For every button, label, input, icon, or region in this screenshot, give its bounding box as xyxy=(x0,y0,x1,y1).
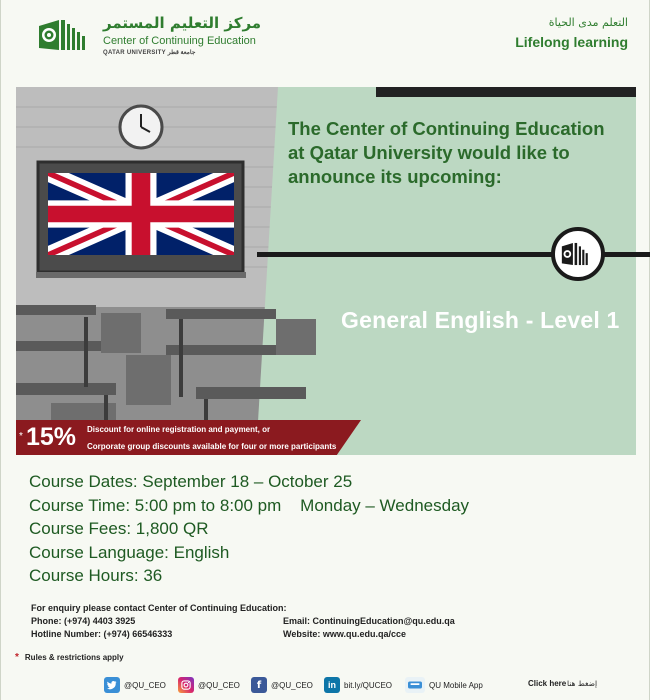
headline-line-3: announce its upcoming: xyxy=(288,166,502,187)
instagram-icon xyxy=(178,677,194,693)
click-here-link[interactable]: Click here xyxy=(528,679,567,688)
course-fees: Course Fees: 1,800 QR xyxy=(29,519,209,538)
facebook-handle: @QU_CEO xyxy=(271,680,313,690)
rules-asterisk: * xyxy=(15,652,19,663)
social-instagram[interactable] xyxy=(178,676,240,694)
instagram-handle: @QU_CEO xyxy=(198,680,240,690)
logo-arabic-name: مركز التعليم المستمر xyxy=(103,14,262,32)
cce-logo-icon xyxy=(37,18,95,52)
contact-website[interactable]: Website: www.qu.edu.qa/cce xyxy=(283,629,407,639)
cce-badge-icon xyxy=(561,240,595,268)
click-here-arabic[interactable]: إضغط هنا xyxy=(567,679,598,688)
qu-app-icon xyxy=(405,677,425,693)
headline-line-1: The Center of Continuing Education xyxy=(288,118,605,139)
discount-line-2: Corporate group discounts available for four or more participants xyxy=(87,442,337,451)
contact-hotline: Hotline Number: (+974) 66546333 xyxy=(31,629,173,639)
course-language: Course Language: English xyxy=(29,542,230,562)
course-dates: Course Dates: September 18 – October 25 xyxy=(29,472,353,491)
twitter-icon xyxy=(104,677,120,693)
social-mobile-app[interactable] xyxy=(405,676,483,694)
mobile-app-label: QU Mobile App xyxy=(429,680,483,690)
discount-line-1: Discount for online registration and payment, or xyxy=(87,425,271,434)
rules-text: Rules & restrictions apply xyxy=(24,653,124,662)
logo-university: QATAR UNIVERSITY جامعة قطر xyxy=(103,50,196,56)
twitter-handle: @QU_CEO xyxy=(124,680,166,690)
discount-percent: 15% xyxy=(26,423,77,451)
tagline-arabic: التعلم مدى الحياة xyxy=(548,16,628,29)
contact-phone: Phone: (+974) 4403 3925 xyxy=(31,616,136,626)
course-time: Course Time: 5:00 pm to 8:00 pm Monday – Wednesday xyxy=(29,495,470,515)
tagline-english: Lifelong learning xyxy=(515,34,628,50)
facebook-icon: f xyxy=(251,677,267,693)
logo-english-name: Center of Continuing Education xyxy=(103,35,256,47)
linkedin-link: bit.ly/QUCEO xyxy=(344,680,393,690)
social-twitter[interactable] xyxy=(104,676,166,694)
union-jack-flag-icon xyxy=(48,173,234,255)
contact-email[interactable]: Email: ContinuingEducation@qu.edu.qa xyxy=(283,616,455,626)
linkedin-icon: in xyxy=(324,677,340,693)
social-linkedin[interactable] xyxy=(324,676,392,694)
discount-asterisk: * xyxy=(19,431,23,442)
course-hours: Course Hours: 36 xyxy=(29,566,163,585)
divider-badge xyxy=(551,227,605,281)
headline xyxy=(288,117,636,189)
hero-banner xyxy=(16,87,636,455)
rules-note xyxy=(15,652,124,663)
course-details xyxy=(29,470,469,588)
course-title: General English - Level 1 xyxy=(341,307,620,333)
headline-line-2: at Qatar University would like to xyxy=(288,142,570,163)
contact-heading: For enquiry please contact Center of Continuing Education: xyxy=(31,603,287,613)
social-facebook[interactable] xyxy=(251,676,313,694)
